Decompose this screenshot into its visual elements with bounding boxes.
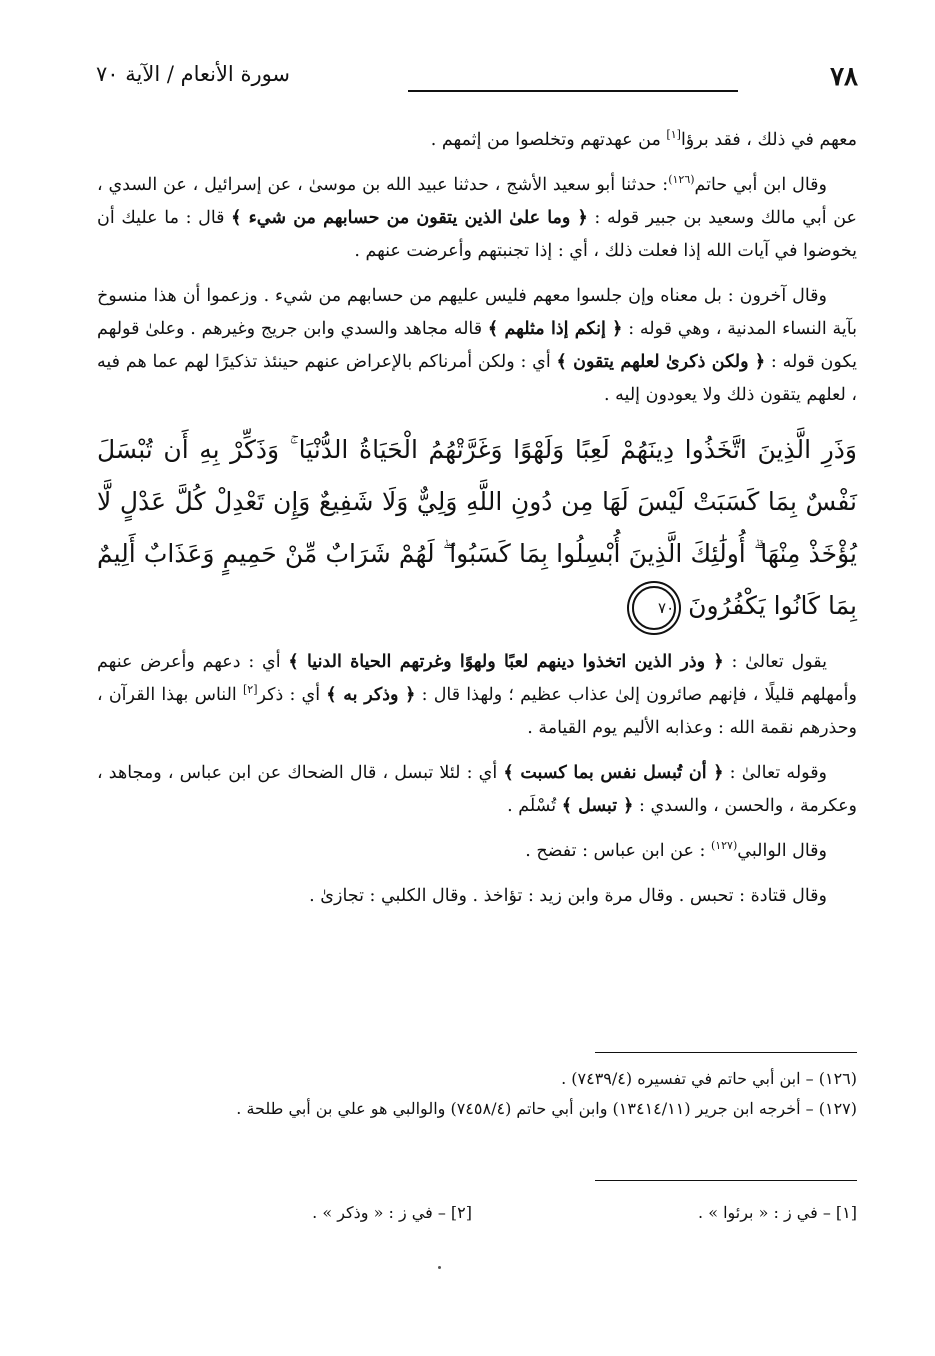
quran-quote: ﴿ إنكم إذا مثلهم ﴾	[487, 319, 623, 339]
surah-title: سورة الأنعام / الآية ٧٠	[96, 62, 291, 86]
paragraph-5	[97, 757, 857, 823]
quran-quote: ﴿ ولكن ذكرىٰ لعلهم يتقون ﴾	[556, 352, 766, 372]
paragraph-2	[97, 169, 857, 268]
variant-note-1: [١] – في ز : « برئوا » .	[698, 1203, 857, 1222]
variants-rule	[595, 1180, 857, 1181]
text-run: أي : دعهم وأعرض عنهم وأمهلهم قليلًا ، فإنهم صائرون إلىٰ عذاب عظيم ؛ ولهذا قال :	[97, 652, 857, 705]
paragraph-6	[97, 835, 857, 868]
text-run: قال : ما عليك أن يخوضوا في آيات الله إذا فعلت ذلك ، أي : إذا تجنبتهم وأعرضت عنهم .	[97, 208, 857, 261]
paragraph-3	[97, 280, 857, 412]
text-run: وقال ابن أبي حاتم	[694, 175, 827, 195]
text-run: : حدثنا أبو سعيد الأشج ، حدثنا عبيد الله بن موسىٰ ، عن إسرائيل ، عن السدي ، عن أبي مالك وسعيد بن جبير قوله :	[97, 175, 857, 228]
text-run: من عهدتهم وتخلصوا من إثمهم .	[430, 130, 667, 150]
quran-verse	[97, 424, 857, 632]
quran-quote: ﴿ وما علىٰ الذين يتقون من حسابهم من شيء ﴾	[231, 208, 588, 228]
variant-note-2: [٢] – في ز : « وذكر » .	[312, 1203, 472, 1222]
quran-quote: ﴿ وذكر به ﴾	[326, 685, 416, 705]
main-text	[97, 124, 857, 925]
text-run: وقال الوالبي	[737, 841, 827, 861]
text-run: تُسْلَم .	[507, 796, 562, 816]
text-run: قاله مجاهد والسدي وابن جريج وغيرهم . وعلىٰ قولهم يكون قوله :	[97, 319, 857, 372]
text-run: الناس بهذا القرآن ، وحذرهم نقمة الله : وعذابه الأليم يوم القيامة .	[97, 685, 857, 738]
text-run: أي : ولكن أمرناكم بالإعراض عنهم حينئذ تذكيرًا لهم عما هم فيه ، لعلهم يتقون ذلك ولا يعودون إليه .	[97, 352, 857, 405]
header-rule	[408, 90, 738, 92]
text-run: يقول تعالىٰ :	[723, 652, 827, 672]
scan-speck	[438, 1266, 441, 1269]
variant-ref-1: [١]	[666, 128, 681, 142]
footnote-ref-126: (١٢٦)	[668, 173, 695, 187]
footnote-127: (١٢٧) – أخرجه ابن جرير (١٣٤١٤/١١) وابن أبي حاتم (٧٤٥٨/٤) والوالبي هو علي بن أبي طلحة .	[236, 1099, 857, 1118]
footnote-126: (١٢٦) – ابن أبي حاتم في تفسيره (٧٤٣٩/٤) .	[561, 1069, 857, 1088]
verse-text: وَذَرِ الَّذِينَ اتَّخَذُوا دِينَهُمْ لَعِبًا وَلَهْوًا وَغَرَّتْهُمُ الْحَيَاةُ الدُّنْيَا ۚ وَذَكِّرْ بِهِ أَن تُبْسَلَ نَفْسٌ بِمَا كَسَبَتْ لَيْسَ لَهَا مِن دُونِ اللَّهِ وَلِيٌّ وَلَا شَفِيعٌ وَإِن تَعْدِلْ كُلَّ عَدْلٍ لَّا يُؤْخَذْ مِنْهَا ۗ أُولَٰئِكَ الَّذِينَ أُبْسِلُوا بِمَا كَسَبُوا ۖ لَهُمْ شَرَابٌ مِّنْ حَمِيمٍ وَعَذَابٌ أَلِيمٌ بِمَا كَانُوا يَكْفُرُونَ	[97, 435, 857, 620]
paragraph-7: وقال قتادة : تحبس . وقال مرة وابن زيد : تؤاخذ . وقال الكلبي : تجازىٰ .	[309, 886, 827, 906]
footnotes	[97, 1064, 857, 1124]
text-run: وقال آخرون : بل معناه وإن جلسوا معهم فليس عليهم من حسابهم من شيء . وزعموا أن هذا منسوخ بآية النساء المدنية ، وهي قوله :	[97, 286, 857, 339]
footnote-rule	[595, 1052, 857, 1053]
text-run: أي : لئلا تبسل ، قال الضحاك عن ابن عباس ، ومجاهد ، وعكرمة ، والحسن ، والسدي :	[97, 763, 857, 816]
text-run: معهم في ذلك ، فقد برؤا	[680, 130, 857, 150]
ayah-number-mark: ٧٠	[632, 586, 676, 630]
paragraph-4	[97, 646, 857, 745]
page-header	[96, 62, 858, 104]
footnote-ref-127: (١٢٧)	[710, 839, 738, 853]
quran-quote: ﴿ وذر الذين اتخذوا دينهم لعبًا ولهوًا وغرتهم الحياة الدنيا ﴾	[288, 652, 724, 672]
text-run: أي : ذكر	[257, 685, 327, 705]
text-run: : عن ابن عباس : تفضح .	[525, 841, 711, 861]
variant-ref-2: [٢]	[242, 683, 258, 697]
quran-quote: ﴿ تبسل ﴾	[561, 796, 634, 816]
text-run: وقوله تعالىٰ :	[723, 763, 828, 783]
quran-quote: ﴿ أن تُبسل نفس بما كسبت ﴾	[503, 763, 724, 783]
page-number: ٧٨	[830, 62, 858, 92]
paragraph-1	[97, 124, 857, 157]
